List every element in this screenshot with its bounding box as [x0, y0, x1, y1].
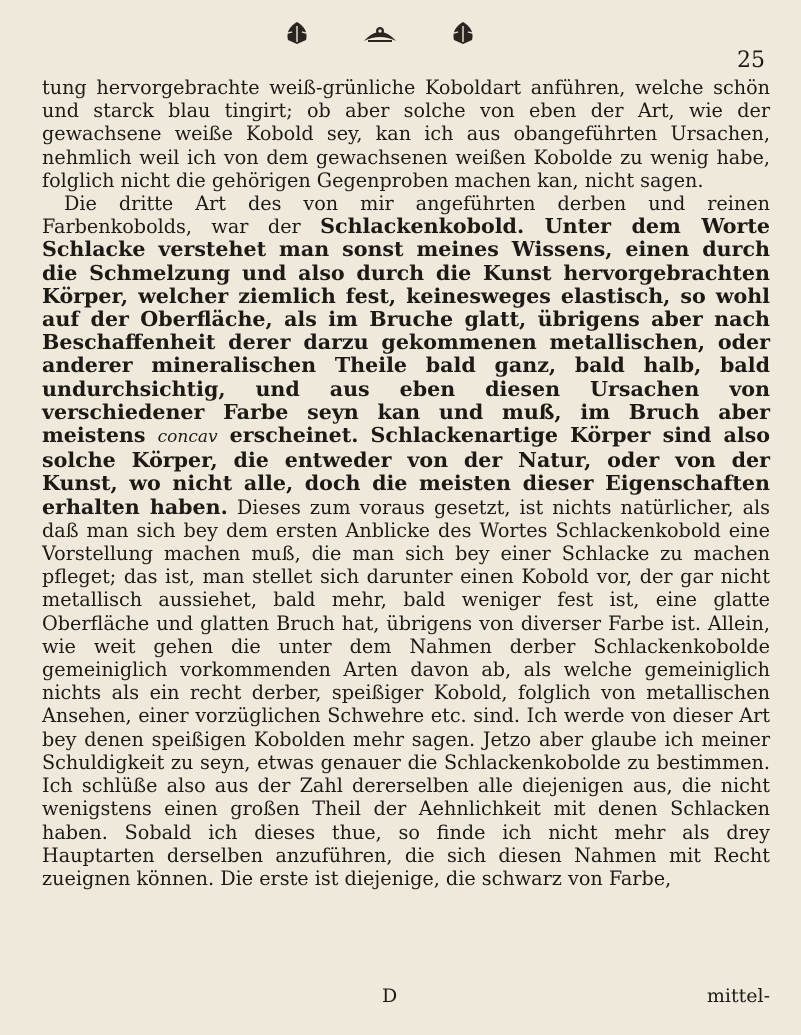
- italic-text-run: concav: [157, 427, 218, 448]
- leaf-ornament-icon: [280, 20, 314, 46]
- text-run: Die dritte Art des von mir angeführten derben und reinen Farbenkobolds, war der: [42, 192, 770, 239]
- page-footer: [42, 985, 770, 1011]
- emphasized-text-run: Schlackenkobold. Unter dem Worte Schlacke verstehet man sonst meines Wissens, einen durch die Schmelzung und also durch die Kunst hervorgebrachten Körper, welcher ziemlich fest, keinesweges elastisch, so wohl auf der Oberfläche, als im Bruche glatt, übrigens aber nach Beschaffenheit derer darzu gekommenen metallischen, oder anderer mineralischen Theile bald ganz, bald halb, bald undurchsichtig, und aus eben diesen Ursachen von verschiedener Farbe seyn kan und muß, im Bruch aber meistens: [42, 214, 770, 448]
- emphasized-text-run: erscheinet. Schlackenartige Körper sind also solche Körper, die entweder von der Natur, oder von der Kunst, wo nicht alle, doch die meisten dieser Eigenschaften erhalten haben.: [42, 423, 770, 519]
- crown-ornament-icon: [360, 21, 400, 45]
- header-ornaments: [280, 18, 480, 48]
- page-number: 25: [737, 48, 765, 73]
- text-run: tung hervorgebrachte weiß-grünliche Koboldart anführen, welche schön und starck blau tingirt; ob aber solche von eben der Art, wie der gewachsene weiße Kobold sey, kan ich aus obangeführten Ursachen, nehmlich weil ich von dem gewachsenen weißen Kobolde zu wenig habe, folglich nicht die gehörigen Gegenproben machen kan, nicht sagen.: [42, 76, 770, 192]
- paragraph: [42, 76, 770, 192]
- signature-mark: D: [382, 985, 398, 1007]
- catchword: mittel-: [706, 985, 770, 1007]
- paragraph: [42, 192, 770, 890]
- body-text: [42, 76, 770, 890]
- leaf-ornament-icon: [446, 20, 480, 46]
- text-run: Dieses zum voraus gesetzt, ist nichts natürlicher, als daß man sich bey dem ersten Anblicke des Wortes Schlackenkobold eine Vorstellung machen muß, die man sich bey einer Schlacke zu machen pfleget; das ist, man stellet sich darunter einen Kobold vor, der gar nicht metallisch aussiehet, bald mehr, bald weniger fest ist, eine glatte Oberfläche und glatten Bruch hat, übrigens von diverser Farbe ist. Allein, wie weit gehen die unter dem Nahmen derber Schlackenkobolde gemeiniglich vorkommenden Arten davon ab, als welche gemeiniglich nichts als ein recht derber, speißiger Kobold, folglich von metallischen Ansehen, einer vorzüglichen Schwehre etc. sind. Ich werde von dieser Art bey denen speißigen Kobolden mehr sagen. Jetzo aber glaube ich meiner Schuldigkeit zu seyn, etwas genauer die Schlackenkobolde zu bestimmen. Ich schlüße also aus der Zahl dererselben alle diejenigen aus, die nicht wenigstens einen großen Theil der Aehnlichkeit mit denen Schlacken haben. Sobald ich dieses thue, so finde ich nicht mehr als drey Hauptarten derselben anzuführen, die sich diesen Nahmen mit Recht zueignen können. Die erste ist diejenige, die schwarz von Farbe,: [42, 495, 771, 890]
